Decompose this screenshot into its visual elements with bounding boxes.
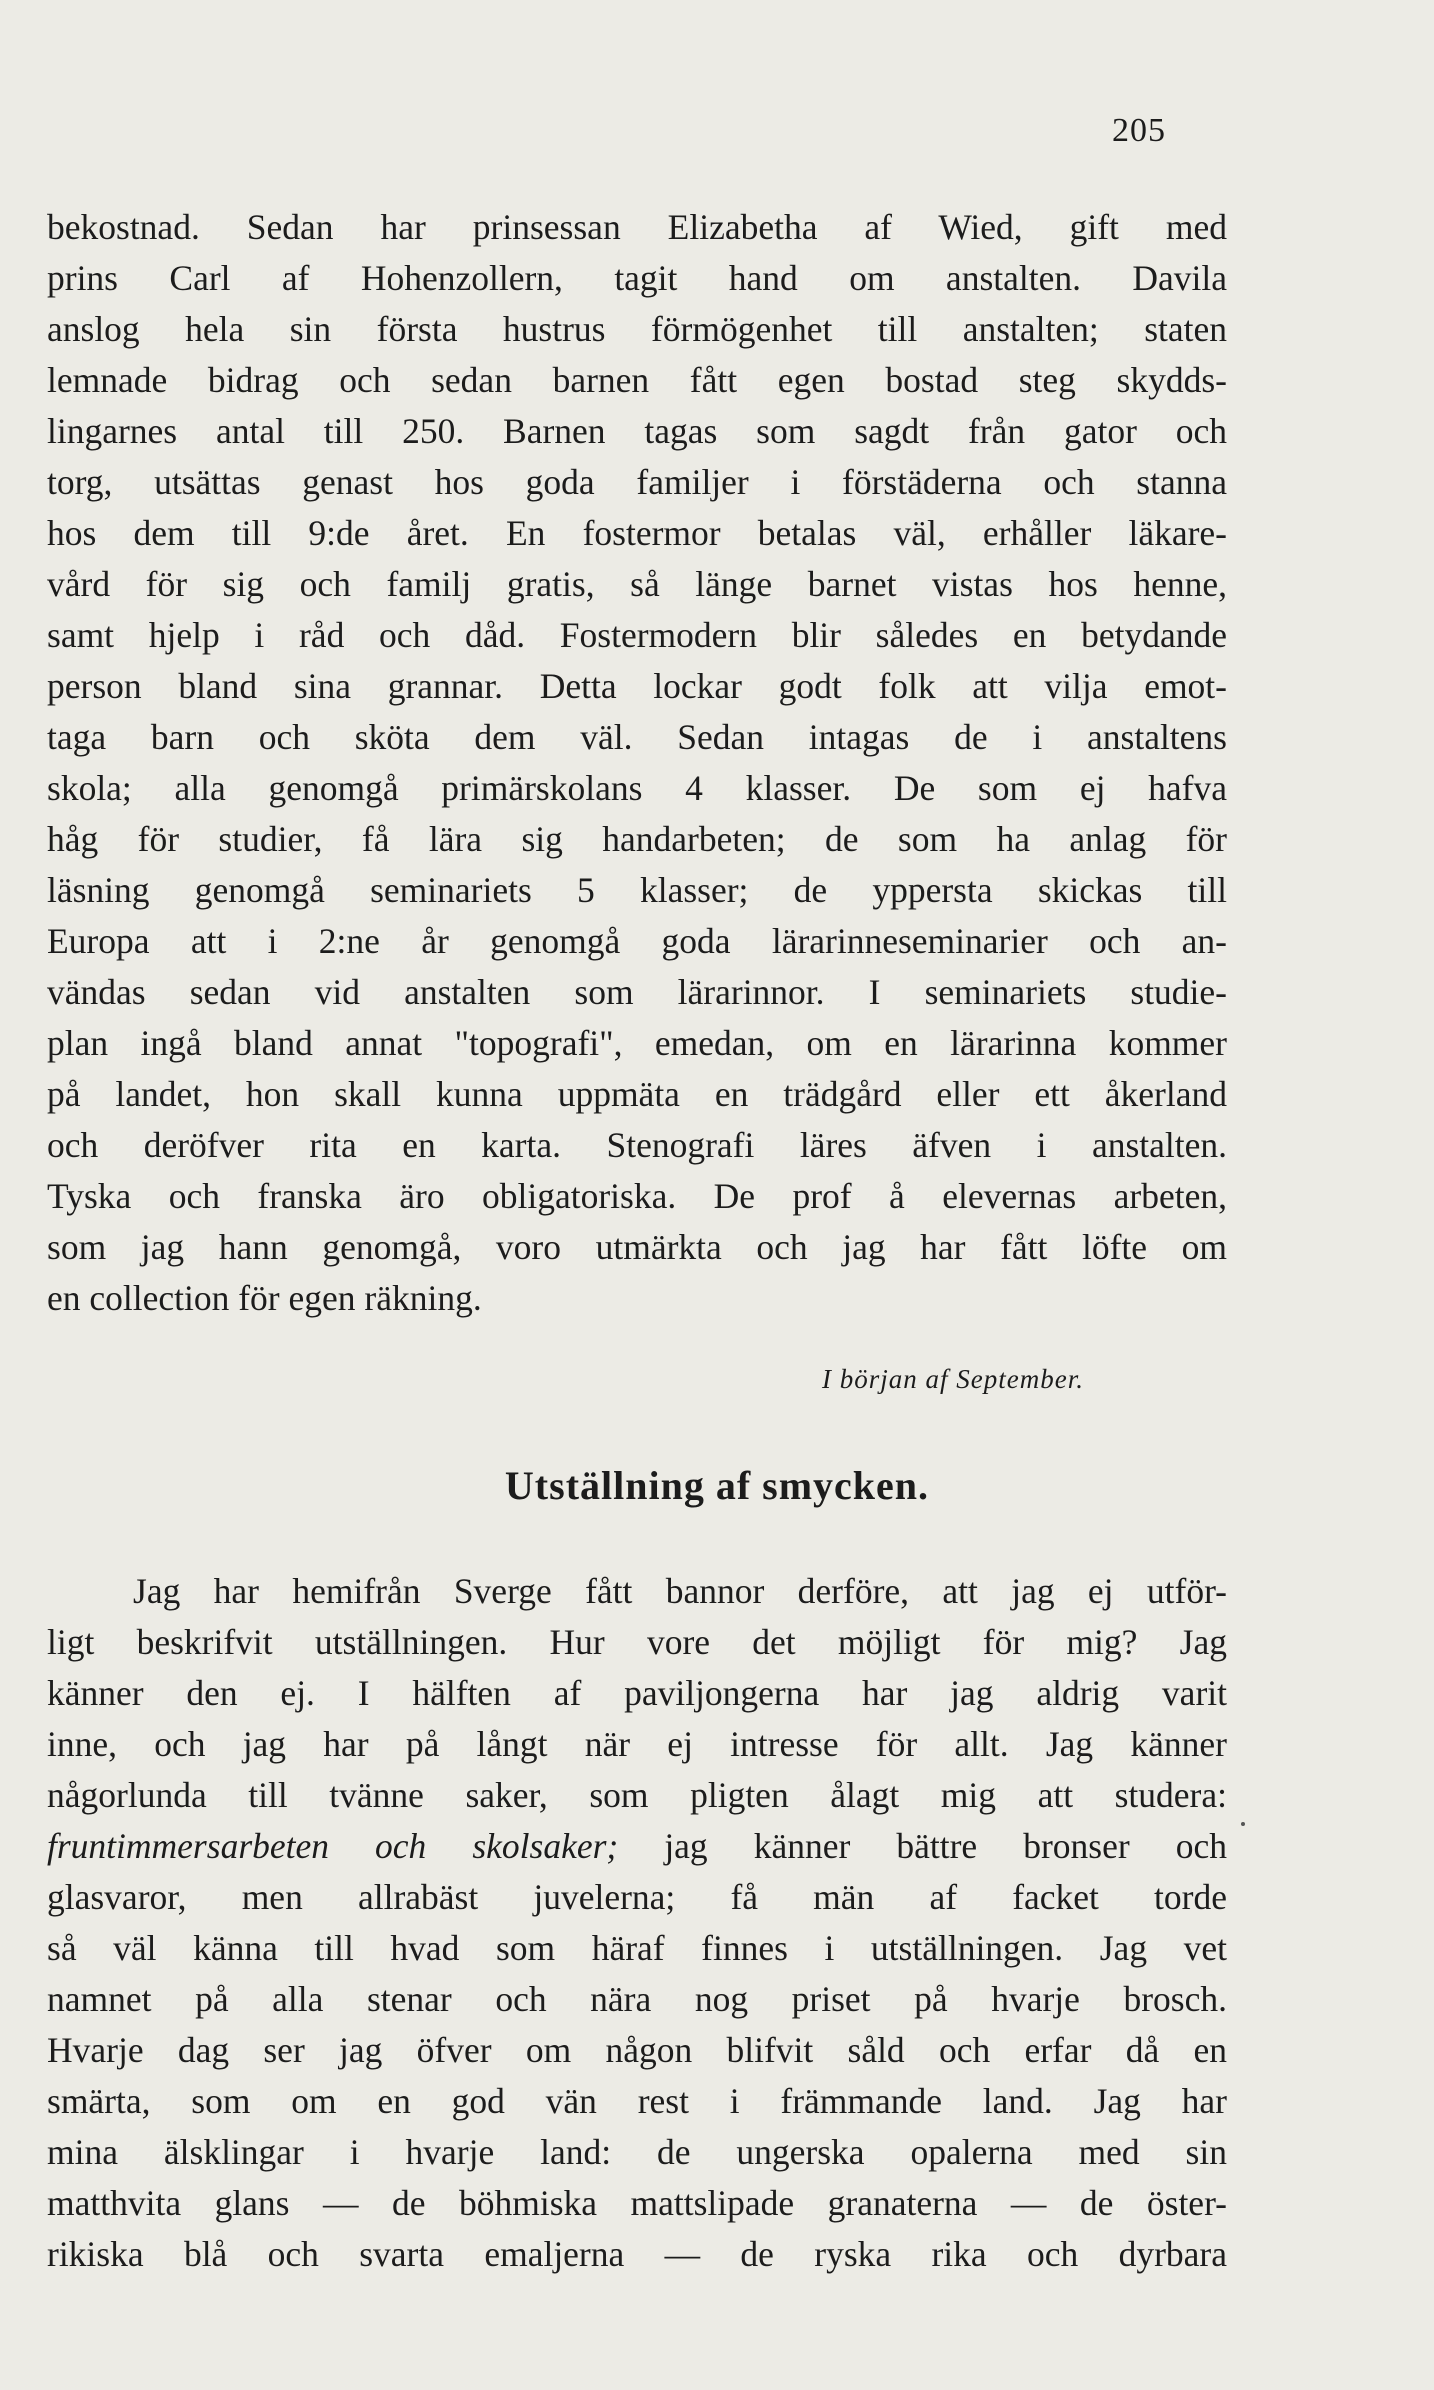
text-line: på landet, hon skall kunna uppmäta en trädgård eller ett åkerland — [47, 1074, 1227, 1114]
text-line: lingarnes antal till 250. Barnen tagas som sagdt från gator och — [47, 411, 1227, 451]
text-line: håg för studier, få lära sig handarbeten; de som ha anlag för — [47, 819, 1227, 859]
section-heading: Utställning af smycken. — [504, 1463, 930, 1508]
text-line: hos dem till 9:de året. En fostermor betalas väl, erhåller läkare- — [47, 513, 1227, 553]
text-line: en collection för egen räkning. — [47, 1278, 482, 1318]
text-line: någorlunda till tvänne saker, som pligten ålagt mig att studera: — [47, 1775, 1227, 1815]
text-line: som jag hann genomgå, voro utmärkta och jag har fått löfte om — [47, 1227, 1227, 1267]
text-line: läsning genomgå seminariets 5 klasser; de yppersta skickas till — [47, 870, 1227, 910]
margin-mark — [1241, 1822, 1245, 1826]
text-line: inne, och jag har på långt när ej intresse för allt. Jag känner — [47, 1724, 1227, 1764]
text-line: glasvaror, men allrabäst juvelerna; få män af facket torde — [47, 1877, 1227, 1917]
text-line: lemnade bidrag och sedan barnen fått egen bostad steg skydds- — [47, 360, 1227, 400]
text-line: anslog hela sin första hustrus förmögenhet till anstalten; staten — [47, 309, 1227, 349]
text-line: torg, utsättas genast hos goda familjer i förstäderna och stanna — [47, 462, 1227, 502]
text-line: Jag har hemifrån Sverge fått bannor derföre, att jag ej utför- — [133, 1571, 1227, 1611]
text-line: så väl känna till hvad som häraf finnes i utställningen. Jag vet — [47, 1928, 1227, 1968]
text-line: ligt beskrifvit utställningen. Hur vore det möjligt för mig? Jag — [47, 1622, 1227, 1662]
text-line: vård för sig och familj gratis, så länge barnet vistas hos henne, — [47, 564, 1227, 604]
text-line: namnet på alla stenar och nära nog priset på hvarje brosch. — [47, 1979, 1227, 2019]
text-line: skola; alla genomgå primärskolans 4 klasser. De som ej hafva — [47, 768, 1227, 808]
text-line-with-italic — [47, 1821, 1227, 1871]
text-line: rikiska blå och svarta emaljerna — de ryska rika och dyrbara — [47, 2234, 1227, 2274]
text-line: Hvarje dag ser jag öfver om någon blifvit såld och erfar då en — [47, 2030, 1227, 2070]
text-line: prins Carl af Hohenzollern, tagit hand om anstalten. Davila — [47, 258, 1227, 298]
text-line: känner den ej. I hälften af paviljongerna har jag aldrig varit — [47, 1673, 1227, 1713]
date-line: I början af September. — [822, 1364, 1084, 1394]
text-line: matthvita glans — de böhmiska mattslipade granaterna — de öster- — [47, 2183, 1227, 2223]
text-line: taga barn och sköta dem väl. Sedan intagas de i anstaltens — [47, 717, 1227, 757]
text-line: och deröfver rita en karta. Stenografi läres äfven i anstalten. — [47, 1125, 1227, 1165]
text-line: Tyska och franska äro obligatoriska. De prof å elevernas arbeten, — [47, 1176, 1227, 1216]
italic-phrase: fruntimmersarbeten och skolsaker; — [47, 1826, 619, 1866]
text-line: person bland sina grannar. Detta lockar godt folk att vilja emot- — [47, 666, 1227, 706]
text-line: plan ingå bland annat "topografi", emedan, om en lärarinna kommer — [47, 1023, 1227, 1063]
text-line: Europa att i 2:ne år genomgå goda lärarinneseminarier och an- — [47, 921, 1227, 961]
text-run: jag känner bättre bronser och — [618, 1826, 1227, 1866]
text-line: bekostnad. Sedan har prinsessan Elizabetha af Wied, gift med — [47, 207, 1227, 247]
text-line: samt hjelp i råd och dåd. Fostermodern blir således en betydande — [47, 615, 1227, 655]
text-line: vändas sedan vid anstalten som lärarinnor. I seminariets studie- — [47, 972, 1227, 1012]
text-line: smärta, som om en god vän rest i främmande land. Jag har — [47, 2081, 1227, 2121]
page-number: 205 — [1112, 112, 1166, 149]
text-line: mina älsklingar i hvarje land: de ungerska opalerna med sin — [47, 2132, 1227, 2172]
